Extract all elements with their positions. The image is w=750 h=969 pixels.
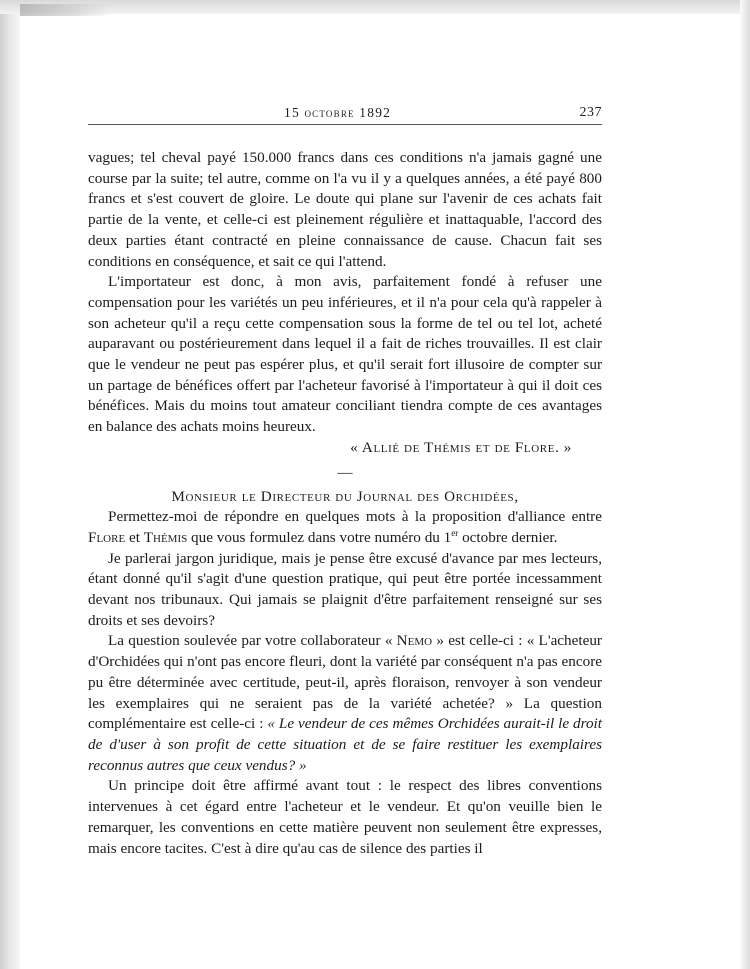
scan-edge-top bbox=[0, 0, 750, 14]
scan-edge-left bbox=[0, 0, 20, 969]
p5-nemo: Nemo bbox=[396, 632, 433, 650]
letter-signature: « Allié de Thémis et de Flore. » bbox=[350, 438, 572, 456]
running-head-date: 15 octobre 1892 bbox=[284, 105, 392, 120]
p3-et: et bbox=[125, 528, 144, 546]
p5-italic-quote: « Le vendeur de ces mêmes Orchidées aurait-il le droit de d'user à son profit de cette situation et de se faire restituer les exemplaires reconnus autres que ceux vendus? » bbox=[88, 715, 602, 774]
p3-text-b: que vous formulez dans votre numéro du 1 bbox=[187, 528, 452, 546]
paragraph-question bbox=[88, 631, 602, 776]
body-text bbox=[88, 148, 602, 859]
paragraph-permettez bbox=[88, 507, 602, 548]
paragraph-continued: vagues; tel cheval payé 150.000 francs dans ces conditions n'a jamais gagné une course par la suite; tel autre, comme on l'a vu il y a quelques années, a été payé 800 francs et s'est couvert de gloire. Le doute qui plane sur l'avenir de ces achats fait partie de la vente, et celle-ci est pleinement régulière et inattaquable, l'accord des deux parties étant contracté en pleine connaissance de cause. Chacun fait ses conditions en conséquence, et sait ce qui l'attend. bbox=[88, 149, 602, 270]
p5-text-b: » est celle-ci : « L'acheteur d'Orchidées qui n'ont pas encore fleuri, dont la variété par conséquent n'a pas encore pu être déterminée avec certitude, peut-il, après floraison, renvoyer à son vendeur les exemplaires qui ne seraient pas de la variété achetée? » La question complémentaire est celle-ci : bbox=[88, 632, 602, 733]
paragraph-jargon: Je parlerai jargon juridique, mais je pense être excusé d'avance par mes lecteurs, étant donné qu'il s'agit d'une question pratique, qui peut être portée incessamment devant nos tribunaux. Qui jamais se plaignit d'être parfaitement renseigné sur ses droits et ses devoirs? bbox=[88, 549, 602, 629]
p3-text-c: octobre dernier. bbox=[458, 528, 558, 546]
paragraph-principe: Un principe doit être affirmé avant tout : le respect des libres conventions intervenues à cet égard entre l'acheteur et le vendeur. Et qu'on veuille bien le remarquer, les conventions en cette matière peuvent non seulement être expresses, mais encore tacites. C'est à dire qu'au cas de silence des parties il bbox=[88, 777, 602, 857]
p3-superscript: er bbox=[451, 527, 459, 538]
running-head bbox=[88, 103, 602, 121]
p3-flore: Flore bbox=[88, 528, 126, 546]
header-rule bbox=[88, 124, 602, 125]
p3-themis: Thémis bbox=[143, 528, 188, 546]
letter-salutation: Monsieur le Directeur du Journal des Orchidées, bbox=[171, 487, 519, 505]
paragraph-importateur: L'importateur est donc, à mon avis, parfaitement fondé à refuser une compensation pour les variétés un peu inférieures, et il n'a pour cela qu'à rappeler à son acheteur qu'il a reçu cette compensation sous la forme de tel ou tel lot, acheté auparavant ou postérieurement dans lequel il a fait de riches trouvailles. Il est clair que le vendeur ne peut pas espérer plus, et qu'il serait fort illusoire de compter sur un partage de bénéfices offert par l'acheteur favorisé à l'importateur à qui il doit ces bénéfices. Mais du moins tout amateur conciliant tiendra compte de ces avantages en balance des achats moins heureux. bbox=[88, 273, 602, 436]
page-number: 237 bbox=[579, 105, 602, 120]
p3-text-a: Permettez-moi de répondre en quelques mots à la proposition d'alliance entre bbox=[108, 508, 602, 526]
scan-edge-right bbox=[740, 0, 750, 969]
p5-text-a: La question soulevée par votre collaborateur « bbox=[108, 632, 397, 650]
section-separator: — bbox=[337, 463, 353, 481]
scan-mark bbox=[20, 4, 110, 16]
